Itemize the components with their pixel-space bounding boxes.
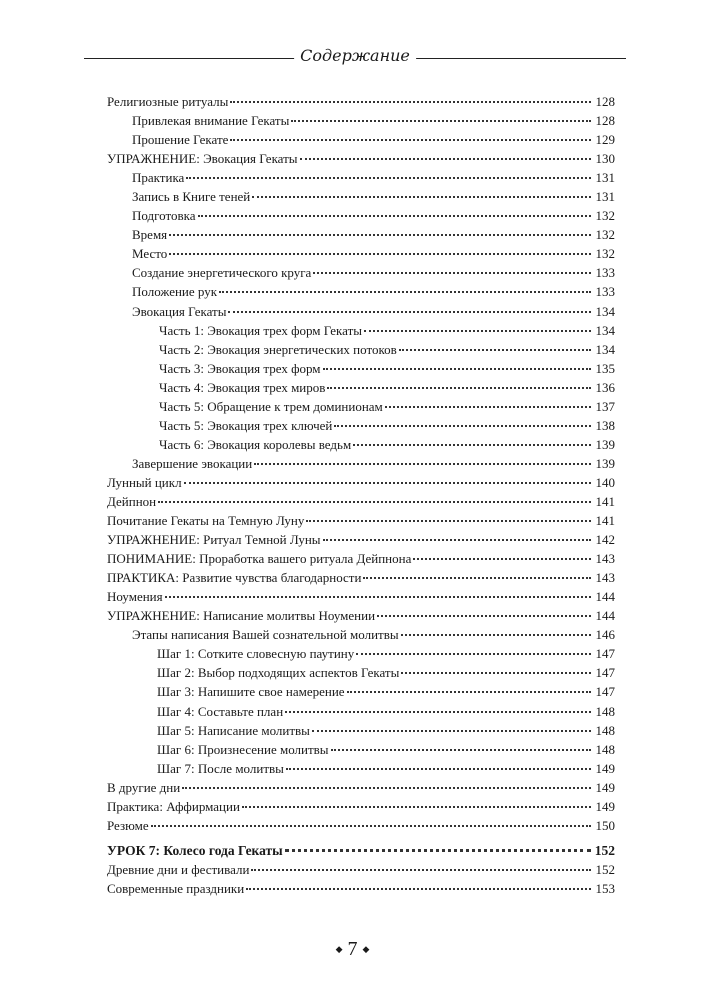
- table-of-contents: [0, 92, 705, 898]
- toc-entry: [0, 168, 705, 187]
- toc-entry-page: 148: [595, 722, 615, 738]
- toc-entry-page: 137: [595, 398, 615, 414]
- toc-entry-title: Религиозные ритуалы: [107, 94, 229, 109]
- toc-entry-page: 132: [595, 246, 615, 262]
- toc-leader-dots: [169, 234, 591, 236]
- toc-entry-title: ПОНИМАНИЕ: Проработка вашего ритуала Дейпнона: [107, 551, 412, 567]
- toc-entry-title: Современные праздники: [107, 880, 245, 896]
- toc-entry: [0, 740, 705, 759]
- toc-entry: [0, 130, 705, 149]
- toc-leader-dots: [353, 444, 591, 446]
- toc-leader-dots: [323, 539, 591, 541]
- toc-entry: [0, 244, 705, 263]
- toc-leader-dots: [291, 120, 591, 122]
- toc-entry-page: 130: [595, 151, 615, 167]
- toc-entry-page: 152: [594, 842, 615, 858]
- toc-entry: [0, 549, 705, 568]
- toc-entry-page: 147: [595, 684, 615, 700]
- toc-entry: [0, 511, 705, 530]
- toc-entry-title: Практика: [132, 170, 185, 186]
- toc-entry-page: 152: [595, 861, 615, 877]
- toc-leader-dots: [246, 888, 591, 890]
- toc-leader-dots: [364, 330, 591, 332]
- toc-entry-title: Шаг 1: Сотките словесную паутину: [157, 646, 355, 662]
- toc-entry-page: 148: [595, 703, 615, 719]
- toc-entry-page: 142: [595, 532, 615, 548]
- toc-entry: [0, 397, 705, 416]
- toc-entry-title: Часть 5: Эвокация трех ключей: [159, 417, 333, 433]
- toc-entry-title: Почитание Гекаты на Темную Луну: [107, 513, 305, 529]
- toc-entry: [0, 606, 705, 625]
- toc-entry-title: Древние дни и фестивали: [107, 861, 250, 877]
- toc-leader-dots: [228, 311, 591, 313]
- toc-entry-title: УРОК 7: Колесо года Гекаты: [107, 842, 283, 858]
- toc-entry: [0, 473, 705, 492]
- toc-entry: [0, 587, 705, 606]
- toc-leader-dots: [413, 558, 591, 560]
- toc-entry-page: 136: [595, 379, 615, 395]
- toc-entry-title: Практика: Аффирмации: [107, 798, 240, 814]
- toc-entry-page: 143: [595, 570, 615, 586]
- toc-entry-page: 129: [595, 132, 615, 148]
- toc-leader-dots: [363, 577, 591, 579]
- toc-entry-title: Часть 6: Эвокация королевы ведьм: [159, 436, 352, 452]
- toc-entry-title: Шаг 7: После молитвы: [157, 760, 284, 776]
- toc-entry: [0, 263, 705, 282]
- toc-entry-page: 141: [595, 513, 615, 529]
- toc-entry-page: 141: [595, 493, 615, 509]
- toc-entry: [0, 879, 705, 898]
- toc-leader-dots: [254, 463, 591, 465]
- toc-entry-page: 131: [595, 170, 615, 186]
- toc-entry: [0, 721, 705, 740]
- toc-leader-dots: [219, 291, 591, 293]
- toc-leader-dots: [401, 634, 591, 636]
- toc-entry-title: Шаг 4: Составьте план: [157, 703, 284, 719]
- page-number: 7: [347, 938, 358, 960]
- toc-entry: [0, 702, 705, 721]
- toc-leader-dots: [286, 768, 591, 770]
- toc-entry: [0, 149, 705, 168]
- toc-entry: [0, 568, 705, 587]
- toc-leader-dots: [251, 869, 591, 871]
- toc-leader-dots: [285, 711, 591, 713]
- toc-entry: [0, 663, 705, 682]
- toc-entry: [0, 302, 705, 321]
- ornament-right-icon: ◆: [362, 944, 370, 954]
- toc-leader-dots: [347, 691, 591, 693]
- toc-entry-page: 138: [595, 417, 615, 433]
- toc-entry-title: Часть 3: Эвокация трех форм: [159, 360, 321, 376]
- toc-entry: [0, 841, 705, 860]
- toc-leader-dots: [331, 749, 591, 751]
- toc-leader-dots: [151, 825, 591, 827]
- toc-entry-page: 144: [595, 589, 615, 605]
- toc-entry-page: 133: [595, 265, 615, 281]
- toc-leader-dots: [182, 787, 591, 789]
- toc-entry-title: Этапы написания Вашей сознательной молитвы: [132, 627, 399, 643]
- toc-entry-title: ПРАКТИКА: Развитие чувства благодарности: [107, 570, 362, 586]
- page-footer: [0, 937, 705, 964]
- toc-entry: [0, 530, 705, 549]
- toc-leader-dots: [158, 501, 591, 503]
- toc-leader-dots: [285, 849, 591, 852]
- toc-entry: [0, 682, 705, 701]
- toc-entry: [0, 816, 705, 835]
- toc-entry-page: 148: [595, 741, 615, 757]
- toc-entry-title: Привлекая внимание Гекаты: [132, 113, 290, 129]
- toc-leader-dots: [313, 272, 591, 274]
- toc-entry-title: Шаг 6: Произнесение молитвы: [157, 741, 329, 757]
- toc-entry-page: 149: [595, 798, 615, 814]
- toc-entry-page: 139: [595, 436, 615, 452]
- toc-entry: [0, 225, 705, 244]
- toc-entry-page: 144: [595, 608, 615, 624]
- toc-entry-page: 140: [595, 474, 615, 490]
- toc-entry-title: Завершение эвокации: [132, 455, 253, 471]
- toc-entry-page: 143: [595, 551, 615, 567]
- ornament-left-icon: ◆: [335, 944, 343, 954]
- toc-leader-dots: [323, 368, 591, 370]
- toc-leader-dots: [334, 425, 591, 427]
- toc-entry-page: 132: [595, 227, 615, 243]
- toc-leader-dots: [385, 406, 591, 408]
- toc-entry-title: Часть 4: Эвокация трех миров: [159, 379, 326, 395]
- toc-entry-title: Время: [132, 227, 168, 243]
- toc-entry-page: 153: [595, 880, 615, 896]
- toc-entry: [0, 435, 705, 454]
- header-title: Содержание: [294, 44, 416, 68]
- toc-entry: [0, 860, 705, 879]
- toc-entry: [0, 416, 705, 435]
- toc-entry: [0, 282, 705, 301]
- toc-entry-page: 147: [595, 646, 615, 662]
- toc-entry-page: 131: [595, 189, 615, 205]
- toc-entry-page: 149: [595, 779, 615, 795]
- toc-entry-page: 128: [595, 94, 615, 109]
- toc-leader-dots: [186, 177, 591, 179]
- toc-leader-dots: [377, 615, 591, 617]
- toc-entry: [0, 759, 705, 778]
- toc-entry-page: 133: [595, 284, 615, 300]
- toc-entry-title: Подготовка: [132, 208, 196, 224]
- toc-entry: [0, 321, 705, 340]
- toc-leader-dots: [165, 596, 591, 598]
- toc-leader-dots: [327, 387, 591, 389]
- toc-leader-dots: [356, 653, 591, 655]
- toc-entry: [0, 206, 705, 225]
- toc-entry-page: 139: [595, 455, 615, 471]
- toc-leader-dots: [312, 730, 591, 732]
- toc-leader-dots: [198, 215, 591, 217]
- toc-entry-title: Часть 1: Эвокация трех форм Гекаты: [159, 322, 363, 338]
- toc-leader-dots: [300, 158, 591, 160]
- toc-leader-dots: [306, 520, 591, 522]
- toc-entry: [0, 644, 705, 663]
- toc-leader-dots: [230, 101, 591, 103]
- toc-entry-title: Ноумения: [107, 589, 163, 605]
- toc-entry: [0, 359, 705, 378]
- running-header: [84, 44, 626, 68]
- toc-entry: [0, 340, 705, 359]
- toc-leader-dots: [401, 672, 591, 674]
- toc-entry-title: Запись в Книге теней: [132, 189, 251, 205]
- toc-entry-title: Шаг 3: Напишите свое намерение: [157, 684, 345, 700]
- toc-entry-title: Создание энергетического круга: [132, 265, 312, 281]
- toc-entry-title: Дейпнон: [107, 493, 157, 509]
- toc-entry-page: 134: [595, 341, 615, 357]
- toc-entry-title: Шаг 2: Выбор подходящих аспектов Гекаты: [157, 665, 400, 681]
- toc-leader-dots: [169, 253, 591, 255]
- toc-entry-page: 134: [595, 322, 615, 338]
- toc-entry: [0, 454, 705, 473]
- toc-entry-title: Часть 2: Эвокация энергетических потоков: [159, 341, 397, 357]
- toc-entry: [0, 92, 705, 111]
- toc-entry: [0, 492, 705, 511]
- toc-entry-title: Положение рук: [132, 284, 218, 300]
- toc-entry-title: Лунный цикл: [107, 474, 182, 490]
- toc-entry-title: Прошение Гекате: [132, 132, 229, 148]
- toc-entry-title: УПРАЖНЕНИЕ: Ритуал Темной Луны: [107, 532, 321, 548]
- toc-entry: [0, 625, 705, 644]
- toc-entry-page: 149: [595, 760, 615, 776]
- toc-entry-title: Часть 5: Обращение к трем доминионам: [159, 398, 383, 414]
- toc-leader-dots: [184, 482, 591, 484]
- toc-entry-page: 134: [595, 303, 615, 319]
- toc-entry-page: 128: [595, 113, 615, 129]
- toc-entry: [0, 778, 705, 797]
- toc-entry-title: Эвокация Гекаты: [132, 303, 227, 319]
- toc-entry: [0, 378, 705, 397]
- toc-entry-title: УПРАЖНЕНИЕ: Эвокация Гекаты: [107, 151, 298, 167]
- toc-entry-title: В другие дни: [107, 779, 181, 795]
- toc-leader-dots: [252, 196, 591, 198]
- toc-entry-page: 147: [595, 665, 615, 681]
- toc-entry-page: 135: [595, 360, 615, 376]
- toc-leader-dots: [230, 139, 591, 141]
- toc-entry: [0, 187, 705, 206]
- toc-entry-page: 132: [595, 208, 615, 224]
- toc-entry-title: Резюме: [107, 817, 149, 833]
- toc-leader-dots: [242, 806, 591, 808]
- toc-entry-title: Шаг 5: Написание молитвы: [157, 722, 310, 738]
- toc-entry-title: Место: [132, 246, 168, 262]
- toc-entry-title: УПРАЖНЕНИЕ: Написание молитвы Ноумении: [107, 608, 376, 624]
- toc-entry-page: 150: [595, 817, 615, 833]
- toc-entry-page: 146: [595, 627, 615, 643]
- toc-entry: [0, 111, 705, 130]
- toc-leader-dots: [399, 349, 591, 351]
- toc-entry: [0, 797, 705, 816]
